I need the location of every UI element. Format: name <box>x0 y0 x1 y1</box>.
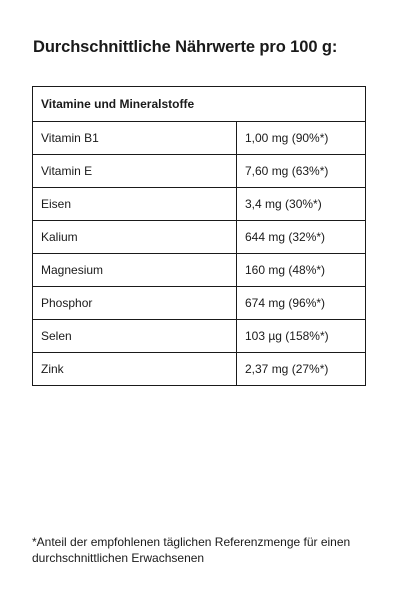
nutrient-name: Selen <box>33 320 237 353</box>
table-row <box>33 320 366 353</box>
footnote: *Anteil der empfohlenen täglichen Referenzmenge für einen durchschnittlichen Erwachsenen <box>32 535 351 565</box>
nutrient-name: Eisen <box>33 188 237 221</box>
nutrient-value: 674 mg (96%*) <box>237 287 366 320</box>
nutrient-value: 160 mg (48%*) <box>237 254 366 287</box>
nutrient-name: Phosphor <box>33 287 237 320</box>
table-row <box>33 287 366 320</box>
table-row <box>33 221 366 254</box>
nutrient-value: 7,60 mg (63%*) <box>237 155 366 188</box>
table-row <box>33 122 366 155</box>
nutrient-name: Magnesium <box>33 254 237 287</box>
table-row <box>33 353 366 386</box>
table-header: Vitamine und Mineralstoffe <box>33 87 366 122</box>
nutrient-name: Zink <box>33 353 237 386</box>
nutrient-name: Vitamin E <box>33 155 237 188</box>
nutrient-name: Kalium <box>33 221 237 254</box>
nutrient-value: 103 µg (158%*) <box>237 320 366 353</box>
table-row <box>33 254 366 287</box>
page-title: Durchschnittliche Nährwerte pro 100 g: <box>33 38 338 56</box>
nutrition-table <box>32 86 366 386</box>
nutrient-value: 644 mg (32%*) <box>237 221 366 254</box>
nutrient-value: 3,4 mg (30%*) <box>237 188 366 221</box>
nutrient-value: 1,00 mg (90%*) <box>237 122 366 155</box>
table-row <box>33 155 366 188</box>
nutrient-value: 2,37 mg (27%*) <box>237 353 366 386</box>
nutrient-name: Vitamin B1 <box>33 122 237 155</box>
table-header-row <box>33 87 366 122</box>
table-row <box>33 188 366 221</box>
